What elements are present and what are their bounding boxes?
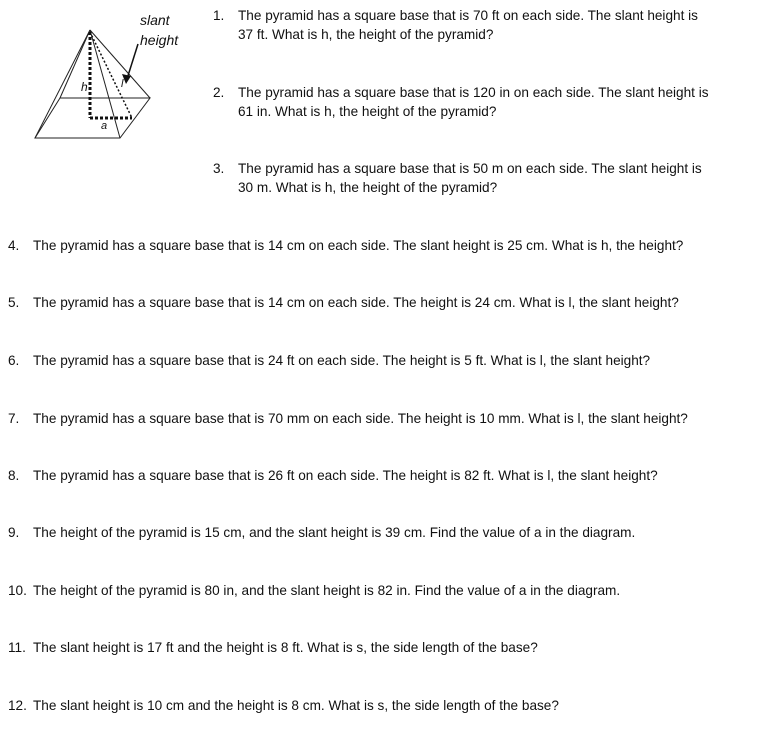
problem-6: 6. The pyramid has a square base that is 24 ft on each side. The height is 5 ft. What is l, the slant height? bbox=[8, 353, 651, 368]
pyramid-diagram bbox=[30, 8, 210, 148]
problem-4: 4. The pyramid has a square base that is 14 cm on each side. The slant height is 25 cm. What is h, the height? bbox=[8, 238, 684, 253]
h-label: h bbox=[81, 80, 88, 94]
problem-2: 2. The pyramid has a square base that is 120 in on each side. The slant height is 61 in. What is h, the height of the pyramid? bbox=[213, 85, 709, 119]
problem-12: 12. The slant height is 10 cm and the height is 8 cm. What is s, the side length of the base? bbox=[8, 698, 559, 713]
problem-10: 10. The height of the pyramid is 80 in, and the slant height is 82 in. Find the value of a in the diagram. bbox=[8, 583, 621, 598]
problem-1: 1. The pyramid has a square base that is 70 ft on each side. The slant height is 37 ft. What is h, the height of the pyramid? bbox=[213, 8, 698, 42]
problem-8: 8. The pyramid has a square base that is 26 ft on each side. The height is 82 ft. What is l, the slant height? bbox=[8, 468, 658, 483]
problem-9: 9. The height of the pyramid is 15 cm, and the slant height is 39 cm. Find the value of a in the diagram. bbox=[8, 525, 636, 540]
l-label: l bbox=[121, 78, 124, 90]
problem-11: 11. The slant height is 17 ft and the height is 8 ft. What is s, the side length of the base? bbox=[8, 640, 538, 655]
problem-7: 7. The pyramid has a square base that is 70 mm on each side. The height is 10 mm. What is l, the slant height? bbox=[8, 411, 688, 426]
pyramid-drawing bbox=[30, 8, 210, 148]
slant-height-label: slant height bbox=[140, 12, 179, 48]
problem-3: 3. The pyramid has a square base that is 50 m on each side. The slant height is 30 m. What is h, the height of the pyramid? bbox=[213, 161, 702, 195]
a-label: a bbox=[101, 120, 108, 132]
problem-5: 5. The pyramid has a square base that is 14 cm on each side. The height is 24 cm. What is l, the slant height? bbox=[8, 295, 679, 310]
